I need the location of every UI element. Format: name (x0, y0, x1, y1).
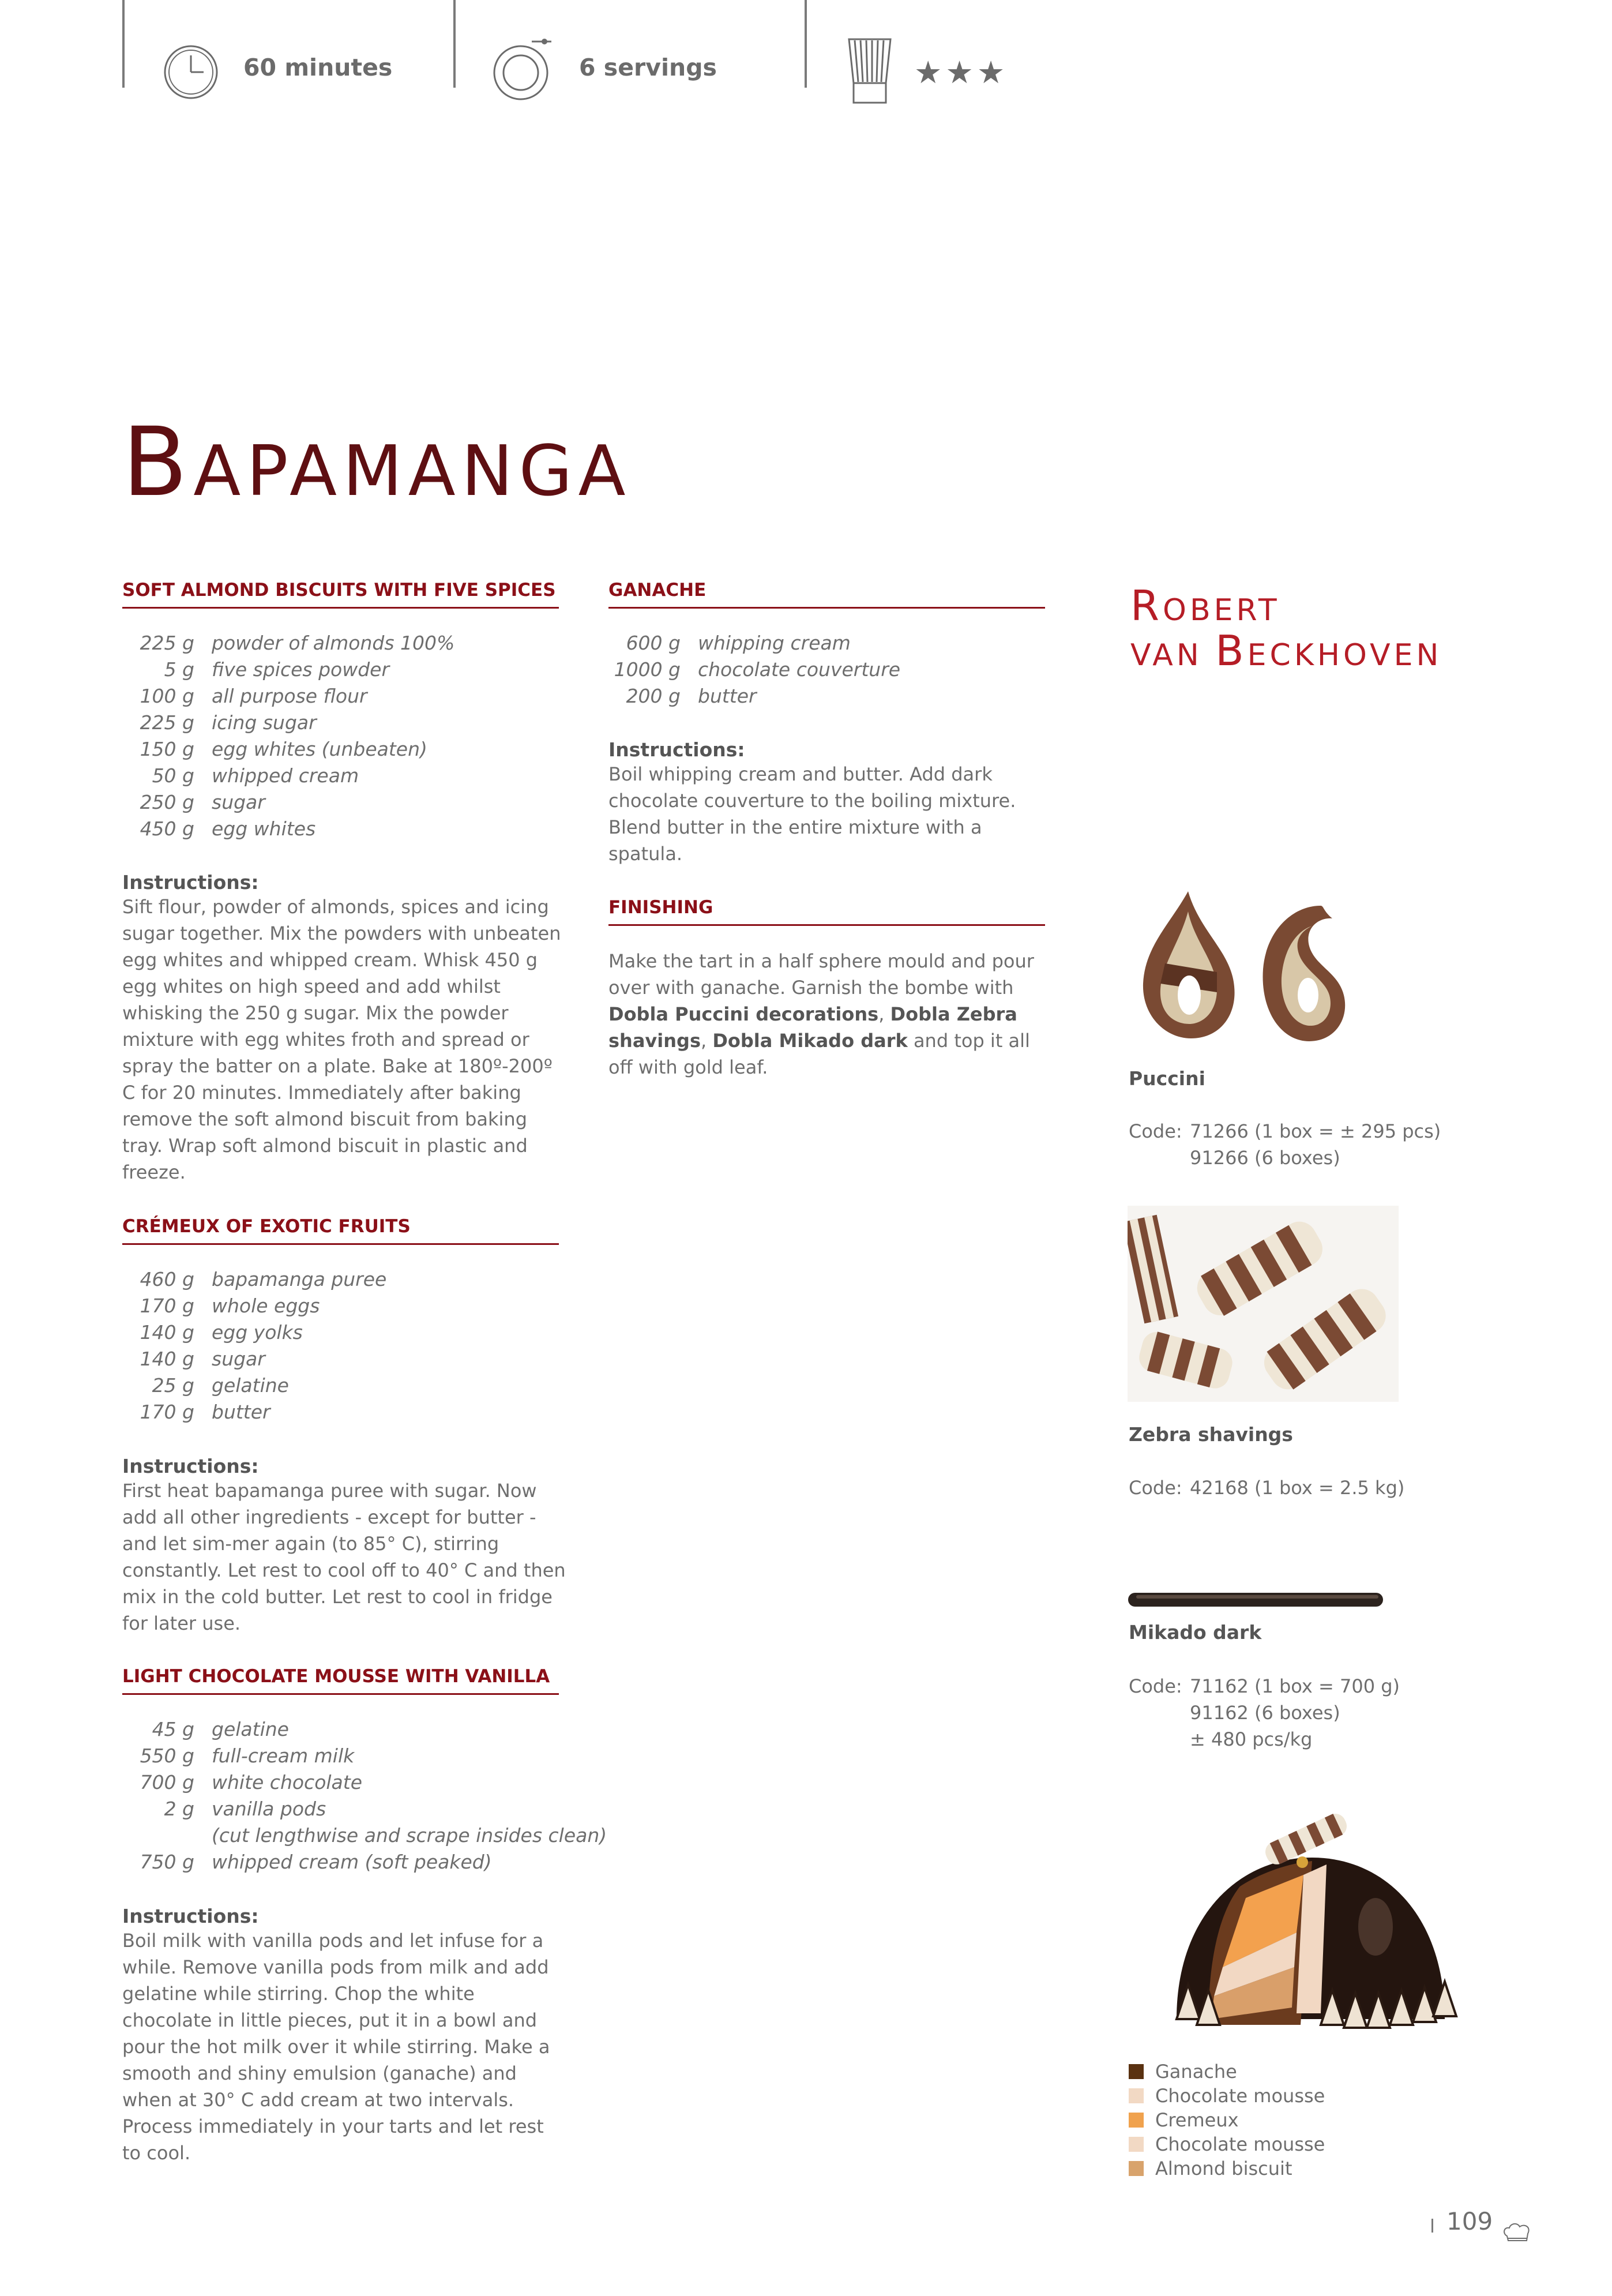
product-code: 91162 (6 boxes) (1190, 1702, 1340, 1724)
ingredient-row (122, 791, 559, 817)
ingredient-qty: 460 g (140, 1268, 194, 1290)
ingredient-name: chocolate couverture (698, 658, 901, 681)
product-code: 91266 (6 boxes) (1190, 1147, 1340, 1169)
instructions-text: Boil whipping cream and butter. Add dark chocolate couverture to the boiling mixture. Blend butter in the entire mixture with a spatula. (608, 763, 1016, 865)
servings: 6 servings (579, 54, 717, 81)
chef-hat-icon (1502, 2221, 1532, 2245)
finishing-text (608, 948, 1053, 1081)
ingredient-name: egg whites (212, 817, 316, 840)
mousse-instructions (122, 1905, 566, 2166)
legend-item (1129, 2108, 1239, 2132)
ingredient-qty: 750 g (140, 1851, 194, 1873)
ingredient-name: powder of almonds 100% (212, 632, 455, 654)
legend-item (1129, 2084, 1325, 2108)
ingredient-row (122, 1348, 559, 1374)
ingredient-row (122, 1268, 559, 1295)
ingredient-name: bapamanga puree (212, 1268, 387, 1290)
cremeux-instructions (122, 1455, 566, 1637)
product-mention: Dobla Puccini decorations (608, 1003, 879, 1025)
ingredient-qty: 600 g (626, 632, 681, 654)
page-number-divider (1431, 2219, 1433, 2233)
product-name: Zebra shavings (1129, 1423, 1293, 1446)
ingredient-name: gelatine (212, 1718, 289, 1740)
ingredient-name: egg whites (unbeaten) (212, 738, 427, 760)
cremeux-ingredient-list (122, 1268, 559, 1427)
product-code: 71266 (1 box = ± 295 pcs) (1190, 1120, 1441, 1142)
page-number: 109 (1446, 2207, 1493, 2235)
ingredient-qty: 100 g (140, 685, 194, 707)
ingredient-name: five spices powder (212, 658, 390, 681)
ingredient-qty: 150 g (140, 738, 194, 760)
ingredient-name: full-cream milk (212, 1744, 355, 1767)
instructions-text: Boil milk with vanilla pods and let infuse for a while. Remove vanilla pods from milk and add gelatine while stirring. Chop the white chocolate in little pieces, put it in a bowl and pour the hot milk over it while stirring. Make a smooth and shiny emulsion (ganache) and when at 30° C add cream at two intervals. Process immediately in your tarts and let rest to cool. (122, 1930, 550, 2164)
ingredient-row (608, 658, 1045, 685)
ingredient-row (122, 632, 559, 658)
legend-item (1129, 2156, 1292, 2181)
ingredient-qty: 250 g (140, 791, 194, 813)
legend-swatch (1129, 2088, 1144, 2103)
prep-time: 60 minutes (243, 54, 393, 81)
chef-name (1130, 581, 1442, 675)
ganache-heading: GANACHE (608, 580, 1045, 609)
title-initial: B (122, 407, 194, 517)
biscuits-instructions (122, 871, 566, 1185)
product-code: ± 480 pcs/kg (1190, 1728, 1313, 1750)
ingredient-row (608, 685, 1045, 711)
ingredient-qty: 225 g (140, 711, 194, 734)
product-code-label: Code: (1129, 1120, 1182, 1142)
chef-first-name (1130, 581, 1442, 630)
legend-label: Almond biscuit (1155, 2158, 1292, 2179)
instructions-label: Instructions: (122, 1905, 259, 1927)
instructions-text: First heat bapamanga puree with sugar. Now add all other ingredients - except for butter - and let sim-mer again (to 85° C), stirring constantly. Let rest to cool off to 40° C and then mix in the cold butter. Let rest to cool in fridge for later use. (122, 1480, 566, 1634)
ingredient-row (122, 711, 559, 738)
ingredient-name: egg yolks (212, 1321, 303, 1344)
ingredient-name: butter (698, 685, 757, 707)
ingredient-qty: 140 g (140, 1348, 194, 1370)
ingredient-row (122, 738, 559, 764)
ganache-ingredient-list (608, 632, 1045, 711)
ingredient-qty: 140 g (140, 1321, 194, 1344)
ingredient-qty: 550 g (140, 1744, 194, 1767)
ingredient-row (122, 764, 559, 791)
chef-name-part: ECKHOVEN (1247, 638, 1442, 673)
mousse-heading: LIGHT CHOCOLATE MOUSSE WITH VANILLA (122, 1666, 559, 1695)
ganache-instructions (608, 738, 1053, 867)
biscuits-heading: SOFT ALMOND BISCUITS WITH FIVE SPICES (122, 580, 559, 609)
product-mention: Dobla Mikado dark (712, 1030, 908, 1052)
legend-swatch (1129, 2064, 1144, 2079)
ingredient-qty: 45 g (152, 1718, 194, 1740)
instructions-label: Instructions: (122, 871, 259, 894)
ingredient-name: all purpose flour (212, 685, 367, 707)
ingredient-name: whole eggs (212, 1295, 320, 1317)
finishing-text-part: and top it all off with gold leaf. (608, 1030, 1030, 1078)
ingredient-row (122, 1771, 559, 1798)
product-name: Puccini (1129, 1067, 1205, 1090)
ingredient-row (122, 1744, 559, 1771)
ingredient-name: butter (212, 1401, 270, 1423)
finishing-text-part: , (700, 1030, 713, 1052)
ingredient-qty: 170 g (140, 1295, 194, 1317)
ingredient-name: sugar (212, 1348, 265, 1370)
cremeux-heading: CRÉMEUX OF EXOTIC FRUITS (122, 1216, 559, 1245)
title-rest: APAMANGA (193, 432, 632, 512)
ingredient-qty: 5 g (164, 658, 194, 681)
header-divider (122, 0, 125, 88)
chef-initial: R (1130, 581, 1163, 630)
legend-swatch (1129, 2137, 1144, 2152)
zebra-shavings-image (1128, 1206, 1399, 1402)
chef-name-part: OBERT (1163, 593, 1280, 628)
ingredient-qty: 225 g (140, 632, 194, 654)
recipe-title (122, 407, 632, 517)
ingredient-row (122, 1321, 559, 1348)
ingredient-name: whipped cream (soft peaked) (212, 1851, 492, 1873)
product-code-label: Code: (1129, 1477, 1182, 1499)
ingredient-qty: 450 g (140, 817, 194, 840)
header-divider (805, 0, 807, 88)
ingredient-row (122, 1824, 607, 1851)
chef-initial: B (1215, 626, 1247, 675)
product-code: 71162 (1 box = 700 g) (1190, 1675, 1400, 1697)
bapamanga-cake-image (1153, 1794, 1476, 2083)
legend-label: Chocolate mousse (1155, 2085, 1325, 2107)
chef-last-name (1130, 626, 1442, 675)
ingredient-row (122, 1295, 559, 1321)
header-divider (453, 0, 456, 88)
ingredient-name: whipped cream (212, 764, 359, 787)
product-code: 42168 (1 box = 2.5 kg) (1190, 1477, 1405, 1499)
ingredient-name: icing sugar (212, 711, 317, 734)
plate-icon (491, 38, 555, 103)
legend-item (1129, 2059, 1237, 2084)
legend-label: Chocolate mousse (1155, 2133, 1325, 2155)
chef-name-part: VAN (1130, 638, 1216, 673)
puccini-image (1125, 877, 1396, 1073)
ingredient-row (122, 1401, 559, 1427)
ingredient-row (608, 632, 1045, 658)
legend-label: Cremeux (1155, 2109, 1239, 2131)
product-code-label: Code: (1129, 1675, 1182, 1697)
legend-item (1129, 2132, 1325, 2156)
ingredient-qty: 50 g (152, 764, 194, 787)
ingredient-row (122, 658, 559, 685)
ingredient-row (122, 1851, 559, 1877)
ingredient-qty: 2 g (164, 1798, 194, 1820)
ingredient-row (122, 1798, 559, 1824)
instructions-label: Instructions: (608, 738, 745, 761)
ingredient-qty: 1000 g (614, 658, 681, 681)
ingredient-name: sugar (212, 791, 265, 813)
clock-icon (163, 44, 219, 100)
product-mention: Dobla Zebra shavings (608, 1003, 1017, 1052)
mousse-ingredient-list (122, 1718, 607, 1877)
ingredient-qty: 25 g (152, 1374, 194, 1397)
finishing-text-part: Make the tart in a half sphere mould and pour over with ganache. Garnish the bombe with (608, 950, 1034, 999)
ingredient-qty: 200 g (626, 685, 681, 707)
ingredient-qty: 170 g (140, 1401, 194, 1423)
instructions-text: Sift flour, powder of almonds, spices and icing sugar together. Mix the powders with unbeaten egg whites and whipped cream. Whisk 450 g egg whites on high speed and add whilst whisking the 250 g sugar. Mix the powder mixture with egg whites froth and spread or spray the batter on a plate. Bake at 180º-200º C for 20 minutes. Immediately after baking remove the soft almond biscuit from baking tray. Wrap soft almond biscuit in plastic and freeze. (122, 896, 561, 1183)
ingredient-name: gelatine (212, 1374, 289, 1397)
ingredient-name: vanilla pods (212, 1798, 326, 1820)
difficulty-stars: ★★★ (914, 54, 1009, 91)
finishing-heading: FINISHING (608, 897, 1045, 926)
product-name: Mikado dark (1129, 1621, 1262, 1644)
chef-hat-icon (846, 36, 894, 105)
legend-swatch (1129, 2161, 1144, 2176)
finishing-text-part: , (878, 1003, 890, 1025)
legend-label: Ganache (1155, 2061, 1237, 2083)
ingredient-name: white chocolate (212, 1771, 363, 1794)
ingredient-row (122, 685, 559, 711)
ingredient-row (122, 1374, 559, 1401)
ingredient-name: (cut lengthwise and scrape insides clean) (212, 1824, 607, 1847)
instructions-label: Instructions: (122, 1455, 259, 1477)
legend-swatch (1129, 2113, 1144, 2128)
ingredient-row (122, 1718, 559, 1744)
ingredient-name: whipping cream (698, 632, 851, 654)
ingredient-row (122, 817, 559, 844)
biscuits-ingredient-list (122, 632, 559, 844)
mikado-dark-image (1125, 1584, 1390, 1618)
ingredient-qty: 700 g (140, 1771, 194, 1794)
